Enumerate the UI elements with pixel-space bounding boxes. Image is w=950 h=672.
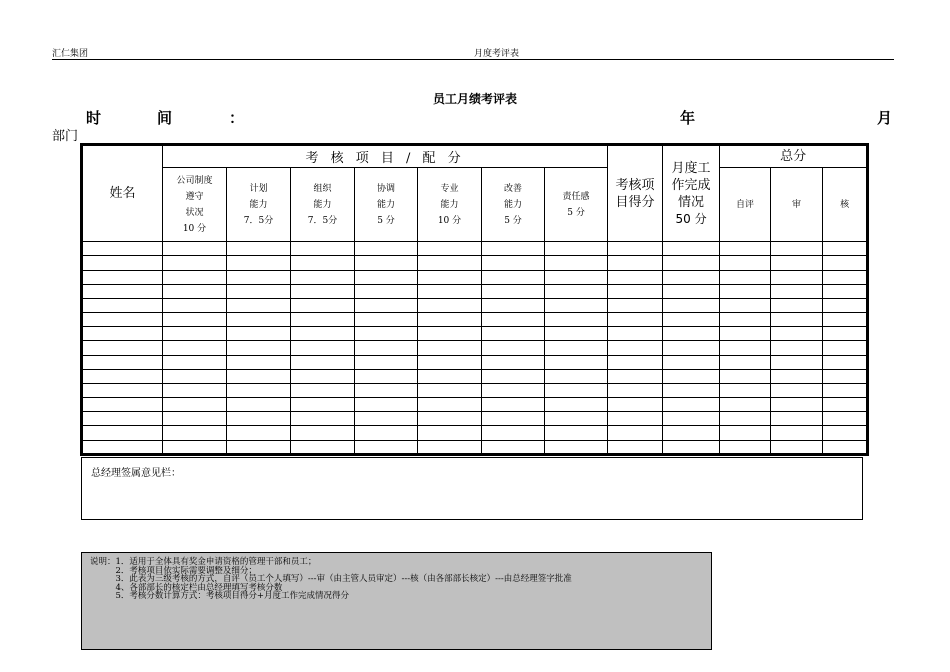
table-cell[interactable]: [823, 284, 868, 298]
table-cell[interactable]: [163, 242, 227, 256]
table-cell[interactable]: [418, 327, 482, 341]
table-cell[interactable]: [227, 284, 291, 298]
note-line: 3．此表为三级考核的方式，自评（员工个人填写）---审（由主管人员审定）---核（由各部部长核定）---由总经理签字批准: [90, 574, 572, 584]
table-cell[interactable]: [608, 412, 663, 426]
table-cell[interactable]: [771, 440, 823, 454]
table-cell[interactable]: [418, 242, 482, 256]
monthly-line: 情况: [678, 194, 705, 210]
table-cell[interactable]: [823, 398, 868, 412]
table-cell[interactable]: [82, 298, 163, 312]
table-row: [82, 284, 868, 298]
table-cell[interactable]: [163, 327, 227, 341]
table-cell[interactable]: [227, 270, 291, 284]
table-cell[interactable]: [663, 398, 720, 412]
table-cell[interactable]: [823, 256, 868, 270]
table-cell[interactable]: [720, 426, 771, 440]
table-cell[interactable]: [608, 327, 663, 341]
table-cell[interactable]: [823, 412, 868, 426]
table-cell[interactable]: [418, 412, 482, 426]
table-cell[interactable]: [663, 355, 720, 369]
table-cell[interactable]: [418, 383, 482, 397]
table-cell[interactable]: [163, 313, 227, 327]
table-cell[interactable]: [418, 284, 482, 298]
table-row: [82, 383, 868, 397]
table-cell[interactable]: [482, 369, 545, 383]
table-cell[interactable]: [482, 242, 545, 256]
table-cell[interactable]: [82, 426, 163, 440]
table-cell[interactable]: [823, 270, 868, 284]
table-cell[interactable]: [545, 440, 608, 454]
item-header-6: [545, 168, 608, 242]
table-cell[interactable]: [482, 270, 545, 284]
table-cell[interactable]: [771, 284, 823, 298]
gm-opinion-box[interactable]: [81, 457, 863, 520]
table-cell[interactable]: [291, 313, 355, 327]
table-cell[interactable]: [163, 398, 227, 412]
table-cell[interactable]: [545, 398, 608, 412]
total-header: 总分: [720, 145, 868, 168]
header-rule: [52, 59, 894, 60]
table-cell[interactable]: [823, 313, 868, 327]
table-cell[interactable]: [163, 355, 227, 369]
table-cell[interactable]: [545, 270, 608, 284]
table-cell[interactable]: [482, 383, 545, 397]
table-cell[interactable]: [82, 256, 163, 270]
table-cell[interactable]: [608, 369, 663, 383]
table-cell[interactable]: [545, 256, 608, 270]
table-cell[interactable]: [418, 270, 482, 284]
month-label: 月: [877, 109, 893, 127]
table-cell[interactable]: [82, 270, 163, 284]
table-cell[interactable]: [418, 355, 482, 369]
table-cell[interactable]: [418, 369, 482, 383]
table-row: [82, 440, 868, 454]
table-cell[interactable]: [771, 242, 823, 256]
table-cell[interactable]: [482, 341, 545, 355]
table-cell[interactable]: [771, 313, 823, 327]
time-colon: ：: [229, 109, 245, 127]
table-cell[interactable]: [82, 440, 163, 454]
item-line: 5 分: [377, 215, 395, 226]
table-cell[interactable]: [227, 298, 291, 312]
table-cell[interactable]: [418, 398, 482, 412]
table-cell[interactable]: [418, 313, 482, 327]
table-cell[interactable]: [545, 298, 608, 312]
table-cell[interactable]: [355, 440, 418, 454]
table-cell[interactable]: [227, 369, 291, 383]
table-cell[interactable]: [608, 284, 663, 298]
table-cell[interactable]: [545, 426, 608, 440]
table-cell[interactable]: [823, 327, 868, 341]
table-cell[interactable]: [82, 313, 163, 327]
table-cell[interactable]: [823, 341, 868, 355]
table-cell[interactable]: [482, 398, 545, 412]
table-cell[interactable]: [163, 256, 227, 270]
table-cell[interactable]: [482, 412, 545, 426]
evaluation-table: [80, 143, 869, 456]
table-cell[interactable]: [771, 341, 823, 355]
table-cell[interactable]: [291, 440, 355, 454]
item-line: 10 分: [437, 215, 462, 226]
table-cell[interactable]: [663, 412, 720, 426]
item-line: 计划: [249, 183, 268, 194]
item-line: 组织: [313, 183, 332, 194]
item-line: 能力: [440, 199, 459, 210]
table-cell[interactable]: [227, 313, 291, 327]
note-line: 4、各部部长的核定栏由总经理填写考核分数: [90, 582, 283, 593]
table-cell[interactable]: [163, 412, 227, 426]
table-cell[interactable]: [823, 440, 868, 454]
table-row: [82, 412, 868, 426]
table-row: [82, 398, 868, 412]
table-cell[interactable]: [82, 341, 163, 355]
table-cell[interactable]: [227, 426, 291, 440]
item-line: 10 分: [182, 223, 207, 234]
table-cell[interactable]: [163, 341, 227, 355]
table-cell[interactable]: [663, 341, 720, 355]
item-header-3: [355, 168, 418, 242]
item-line: 能力: [313, 199, 332, 210]
table-cell[interactable]: [163, 270, 227, 284]
table-cell[interactable]: [291, 426, 355, 440]
table-cell[interactable]: [418, 298, 482, 312]
table-cell[interactable]: [163, 369, 227, 383]
table-cell[interactable]: [545, 369, 608, 383]
gm-opinion-label: 总经理签属意见栏：: [91, 468, 181, 479]
table-cell[interactable]: [291, 383, 355, 397]
item-line: 5 分: [504, 215, 522, 226]
table-cell[interactable]: [82, 242, 163, 256]
table-cell[interactable]: [663, 440, 720, 454]
table-cell[interactable]: [291, 341, 355, 355]
table-cell[interactable]: [355, 242, 418, 256]
table-cell[interactable]: [291, 412, 355, 426]
table-cell[interactable]: [608, 313, 663, 327]
table-cell[interactable]: [291, 398, 355, 412]
table-cell[interactable]: [663, 369, 720, 383]
item-line: 7．5分: [243, 215, 274, 226]
table-cell[interactable]: [482, 426, 545, 440]
table-row: [82, 355, 868, 369]
table-cell[interactable]: [291, 270, 355, 284]
table-cell[interactable]: [823, 355, 868, 369]
item-line: 5 分: [567, 207, 585, 218]
table-row: [82, 327, 868, 341]
item-header-5: [482, 168, 545, 242]
table-cell[interactable]: [823, 383, 868, 397]
table-cell[interactable]: [355, 298, 418, 312]
table-cell[interactable]: [823, 426, 868, 440]
table-cell[interactable]: [771, 369, 823, 383]
table-cell[interactable]: [418, 256, 482, 270]
table-cell[interactable]: [720, 284, 771, 298]
table-cell[interactable]: [608, 398, 663, 412]
item-line: 能力: [376, 199, 395, 210]
table-cell[interactable]: [355, 412, 418, 426]
item-score-header: [608, 145, 663, 242]
table-cell[interactable]: [227, 440, 291, 454]
table-cell[interactable]: [720, 327, 771, 341]
table-cell[interactable]: [545, 341, 608, 355]
table-cell[interactable]: [291, 256, 355, 270]
table-cell[interactable]: [720, 298, 771, 312]
table-cell[interactable]: [227, 383, 291, 397]
table-cell[interactable]: [823, 369, 868, 383]
table-cell[interactable]: [823, 242, 868, 256]
total-sub-review: 审: [771, 168, 823, 242]
table-cell[interactable]: [163, 383, 227, 397]
table-cell[interactable]: [771, 398, 823, 412]
note-line: 说明：1．适用于全体具有奖金申请资格的管理干部和员工；: [90, 557, 317, 567]
table-cell[interactable]: [545, 412, 608, 426]
table-cell[interactable]: [720, 398, 771, 412]
item-header-2: [291, 168, 355, 242]
table-cell[interactable]: [227, 355, 291, 369]
total-sub-approve: 核: [823, 168, 868, 242]
table-row: [82, 270, 868, 284]
table-cell[interactable]: [608, 341, 663, 355]
table-cell[interactable]: [355, 284, 418, 298]
table-cell[interactable]: [771, 298, 823, 312]
table-cell[interactable]: [720, 412, 771, 426]
table-cell[interactable]: [663, 242, 720, 256]
item-line: 公司制度: [176, 175, 213, 186]
table-cell[interactable]: [545, 327, 608, 341]
table-cell[interactable]: [608, 256, 663, 270]
item-line: 遵守: [185, 191, 204, 202]
table-cell[interactable]: [291, 242, 355, 256]
table-cell[interactable]: [82, 398, 163, 412]
monthly-line: 作完成: [671, 177, 711, 193]
table-cell[interactable]: [608, 440, 663, 454]
table-row: [82, 256, 868, 270]
table-cell[interactable]: [418, 426, 482, 440]
table-cell[interactable]: [355, 270, 418, 284]
table-cell[interactable]: [227, 327, 291, 341]
table-cell[interactable]: [163, 284, 227, 298]
table-cell[interactable]: [720, 355, 771, 369]
item-header-4: [418, 168, 482, 242]
note-line: 2．考核项目依实际需要调整及细分；: [90, 565, 257, 576]
table-cell[interactable]: [291, 355, 355, 369]
table-cell[interactable]: [418, 341, 482, 355]
table-cell[interactable]: [771, 412, 823, 426]
table-cell[interactable]: [355, 369, 418, 383]
table-cell[interactable]: [720, 440, 771, 454]
table-cell[interactable]: [163, 426, 227, 440]
table-cell[interactable]: [355, 327, 418, 341]
table-cell[interactable]: [663, 270, 720, 284]
table-cell[interactable]: [545, 383, 608, 397]
notes-box: [81, 552, 712, 650]
table-row: [82, 242, 868, 256]
table-cell[interactable]: [355, 256, 418, 270]
item-header-1: [227, 168, 291, 242]
header-form-name: 月度考评表: [474, 49, 520, 59]
table-cell[interactable]: [545, 242, 608, 256]
table-cell[interactable]: [663, 256, 720, 270]
department-label: 部门: [52, 129, 79, 144]
table-cell[interactable]: [720, 270, 771, 284]
table-cell[interactable]: [720, 256, 771, 270]
table-cell[interactable]: [82, 355, 163, 369]
table-cell[interactable]: [720, 383, 771, 397]
table-row: [82, 298, 868, 312]
item-score-line: 考核项: [615, 177, 655, 193]
table-cell[interactable]: [663, 383, 720, 397]
table-cell[interactable]: [355, 313, 418, 327]
table-cell[interactable]: [418, 440, 482, 454]
item-score-line: 目得分: [615, 194, 655, 210]
total-sub-self: 自评: [720, 168, 771, 242]
item-line: 能力: [503, 199, 522, 210]
item-line: 7．5分: [307, 215, 338, 226]
time-label-2: 间: [157, 109, 173, 127]
table-cell[interactable]: [771, 383, 823, 397]
table-cell[interactable]: [545, 284, 608, 298]
table-cell[interactable]: [227, 341, 291, 355]
table-cell[interactable]: [608, 426, 663, 440]
table-cell[interactable]: [482, 256, 545, 270]
table-cell[interactable]: [355, 398, 418, 412]
page-title: 员工月绩考评表: [432, 92, 517, 106]
table-cell[interactable]: [720, 313, 771, 327]
table-cell[interactable]: [355, 341, 418, 355]
table-cell[interactable]: [291, 298, 355, 312]
time-label: 时: [86, 109, 102, 127]
item-line: 能力: [249, 199, 268, 210]
table-cell[interactable]: [720, 242, 771, 256]
table-cell[interactable]: [227, 412, 291, 426]
table-cell[interactable]: [663, 426, 720, 440]
table-cell[interactable]: [608, 355, 663, 369]
table-cell[interactable]: [163, 298, 227, 312]
items-header: 考 核 项 目 / 配 分: [163, 145, 608, 168]
table-cell[interactable]: [82, 284, 163, 298]
table-cell[interactable]: [545, 313, 608, 327]
table-cell[interactable]: [227, 256, 291, 270]
table-cell[interactable]: [82, 369, 163, 383]
item-line: 协调: [376, 183, 395, 194]
table-cell[interactable]: [771, 355, 823, 369]
item-line: 改善: [503, 183, 522, 194]
table-row: [82, 426, 868, 440]
item-line: 状况: [185, 207, 204, 218]
table-cell[interactable]: [771, 426, 823, 440]
table-cell[interactable]: [771, 327, 823, 341]
table-cell[interactable]: [291, 284, 355, 298]
note-line: 5．考核分数计算方式：考核项目得分+月度工作完成情况得分: [90, 591, 350, 601]
table-cell[interactable]: [355, 383, 418, 397]
table-cell[interactable]: [227, 242, 291, 256]
table-cell[interactable]: [608, 298, 663, 312]
table-cell[interactable]: [482, 284, 545, 298]
table-cell[interactable]: [482, 355, 545, 369]
table-cell[interactable]: [482, 327, 545, 341]
year-label: 年: [680, 109, 696, 127]
table-row: [82, 341, 868, 355]
monthly-score: 50 分: [675, 211, 707, 226]
table-cell[interactable]: [82, 383, 163, 397]
table-cell[interactable]: [663, 284, 720, 298]
monthly-work-header: [663, 145, 720, 242]
table-cell[interactable]: [608, 383, 663, 397]
table-cell[interactable]: [227, 398, 291, 412]
table-cell[interactable]: [720, 341, 771, 355]
table-cell[interactable]: [291, 327, 355, 341]
table-cell[interactable]: [823, 298, 868, 312]
table-row: [82, 313, 868, 327]
table-cell[interactable]: [663, 327, 720, 341]
table-cell[interactable]: [82, 327, 163, 341]
table-cell[interactable]: [608, 242, 663, 256]
table-cell[interactable]: [608, 270, 663, 284]
item-header-0: [163, 168, 227, 242]
item-line: 责任感: [562, 191, 590, 202]
table-cell[interactable]: [163, 440, 227, 454]
table-cell[interactable]: [482, 440, 545, 454]
table-row: [82, 369, 868, 383]
name-header: 姓名: [82, 145, 163, 242]
header-company: 汇仁集团: [52, 49, 89, 59]
monthly-line: 月度工: [671, 160, 711, 176]
table-cell[interactable]: [482, 298, 545, 312]
table-cell[interactable]: [771, 256, 823, 270]
table-cell[interactable]: [355, 355, 418, 369]
table-cell[interactable]: [771, 270, 823, 284]
table-cell[interactable]: [291, 369, 355, 383]
table-cell[interactable]: [720, 369, 771, 383]
table-cell[interactable]: [82, 412, 163, 426]
table-cell[interactable]: [545, 355, 608, 369]
table-cell[interactable]: [355, 426, 418, 440]
table-cell[interactable]: [482, 313, 545, 327]
table-cell[interactable]: [663, 298, 720, 312]
item-line: 专业: [440, 183, 459, 194]
table-cell[interactable]: [663, 313, 720, 327]
